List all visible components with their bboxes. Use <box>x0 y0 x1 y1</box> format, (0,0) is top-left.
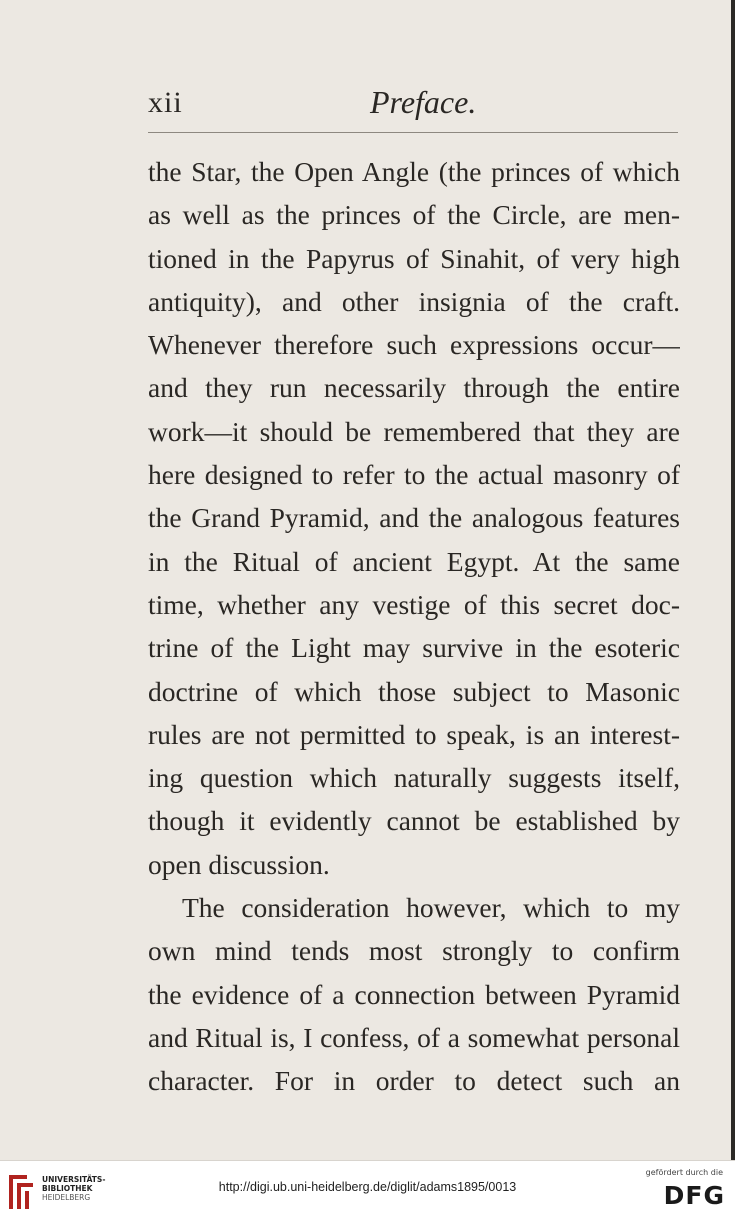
text-line: rules are not permitted to speak, is an interest- <box>148 718 680 750</box>
text-line: character. For in order to detect such an <box>148 1065 680 1097</box>
text-line: doctrine of which those subject to Masonic <box>148 675 680 707</box>
page-number: xii <box>148 86 183 119</box>
running-title: Preface. <box>370 84 477 120</box>
text-line: though it evidently cannot be established by <box>148 805 680 837</box>
text-line: antiquity), and other insignia of the craft. <box>148 285 680 317</box>
body-text <box>148 150 680 1103</box>
text-line: and Ritual is, I confess, of a somewhat personal <box>148 1021 680 1053</box>
text-line: trine of the Light may survive in the esoteric <box>148 632 680 664</box>
page-edge <box>731 0 735 1160</box>
text-line: ing question which naturally suggests itself, <box>148 762 680 794</box>
text-line: and they run necessarily through the entire <box>148 372 680 404</box>
text-line: here designed to refer to the actual masonry of <box>148 459 680 491</box>
library-city: HEIDELBERG <box>42 1193 91 1202</box>
text-line: tioned in the Papyrus of Sinahit, of very high <box>148 242 680 274</box>
library-name-line-2: BIBLIOTHEK <box>42 1184 93 1193</box>
text-line: the Star, the Open Angle (the princes of which <box>148 156 680 187</box>
funding-note: gefördert durch die <box>645 1168 723 1177</box>
text-line: open discussion. <box>148 848 330 880</box>
page-header <box>148 82 678 126</box>
text-line: as well as the princes of the Circle, are men- <box>148 199 680 231</box>
text-line: the Grand Pyramid, and the analogous features <box>148 502 680 534</box>
permalink[interactable]: http://digi.ub.uni-heidelberg.de/diglit/adams1895/0013 <box>218 1180 517 1194</box>
library-name-line-1: UNIVERSITÄTS- <box>42 1175 106 1184</box>
text-line: The consideration however, which to my <box>182 892 680 924</box>
text-line: the evidence of a connection between Pyramid <box>148 978 680 1010</box>
text-line: time, whether any vestige of this secret doc- <box>148 588 680 620</box>
text-line: Whenever therefore such expressions occur— <box>148 329 680 361</box>
text-line: work—it should be remembered that they are <box>148 415 680 447</box>
text-line: in the Ritual of ancient Egypt. At the same <box>148 545 680 577</box>
header-rule <box>148 132 678 133</box>
dfg-logo: DFG <box>663 1181 725 1210</box>
text-line: own mind tends most strongly to confirm <box>148 935 680 967</box>
viewer-footer <box>0 1160 735 1221</box>
